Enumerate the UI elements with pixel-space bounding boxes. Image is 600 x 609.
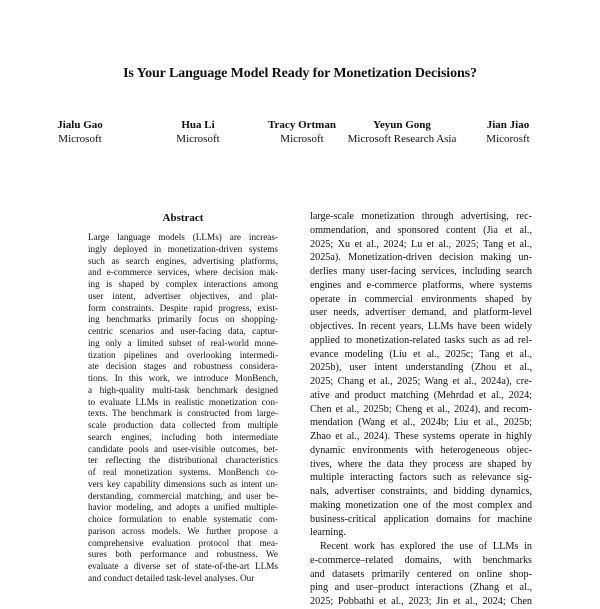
body-line: business-critical application domains for machine — [310, 513, 532, 525]
author-affiliation: Microsoft — [176, 133, 220, 145]
body-line: applied to monetization-related tasks such as ad rel- — [310, 334, 532, 346]
abstract-line: parison across models. We further propose a — [88, 525, 278, 536]
right-column-body — [310, 210, 532, 609]
abstract-line: Large language models (LLMs) are increas- — [88, 232, 278, 242]
body-line: user needs, advertiser demand, and platform-level — [310, 307, 532, 319]
author-affiliation: Microsoft Research Asia — [347, 133, 457, 145]
body-line: derlies many user-facing services, including search — [310, 266, 532, 277]
abstract-line: centric scenarios and user-facing data, captur- — [88, 326, 278, 336]
body-line: and datasets primarily centered on online shop- — [310, 568, 532, 580]
body-line: Zhao et al., 2024). These systems operate in highly — [310, 431, 532, 442]
abstract-line: candidate pools and user-visible outcomes, bet- — [88, 443, 278, 454]
abstract-line: ingly deployed in monetization-driven systems — [88, 243, 278, 254]
abstract-heading: Abstract — [162, 212, 204, 224]
body-line: tives, where the data they process are shaped by — [310, 458, 532, 470]
author-block — [260, 118, 344, 147]
body-line: 2025; Xu et al., 2024; Lu et al., 2025; Tang et al., — [310, 238, 532, 250]
abstract-line: havior modeling, and adopts a unified multiple- — [88, 502, 278, 513]
body-line: multiple interacting factors such as relevance sig- — [310, 472, 532, 484]
abstract-line: ing only a limited subset of real-world mone- — [88, 337, 278, 348]
author-name: Hua Li — [181, 119, 215, 131]
body-line: Recent work has explored the use of LLMs in — [320, 541, 532, 552]
author-affiliation: Microsoft — [58, 133, 102, 145]
abstract-line: ter reflecting the distributional characteristics — [88, 455, 278, 466]
body-line: nals, advertiser constraints, and bidding dynamics, — [310, 486, 532, 497]
abstract-line: scale production data collected from multiple — [88, 420, 278, 430]
abstract-body — [88, 232, 278, 585]
body-line: e-commerce–related domains, with benchmarks — [310, 554, 532, 566]
body-line: mendation (Wang et al., 2024b; Liu et al., 2025b; — [310, 417, 532, 429]
abstract-line: choice formulation to enable systematic com- — [88, 514, 278, 524]
body-line: 2025a). Monetization-driven decision making un- — [310, 252, 532, 264]
author-name: Jian Jiao — [486, 119, 530, 131]
abstract-line: derstanding, commercial matching, and user be- — [88, 490, 278, 501]
body-line: learning. — [310, 527, 346, 539]
abstract-line: and e-commerce services, where decision mak- — [88, 267, 278, 278]
body-line: objectives. In recent years, LLMs have been widely — [310, 321, 532, 332]
author-block — [158, 118, 238, 147]
abstract-line: of real monetization systems. MonBench co- — [88, 467, 278, 477]
body-line: evance modeling (Liu et al., 2025c; Tang et al., — [310, 348, 532, 360]
author-name: Jialu Gao — [57, 119, 103, 131]
abstract-line: evaluate a diverse set of state-of-the-art LLMs — [88, 561, 278, 571]
author-name: Yeyun Gong — [373, 119, 431, 131]
abstract-line: vers key capability dimensions such as intent un- — [88, 478, 278, 489]
abstract-line: ing is shaped by complex interactions among — [88, 279, 278, 289]
abstract-line: tization pipelines and overlooking intermedi- — [88, 349, 278, 360]
body-line: large-scale monetization through advertising, rec- — [310, 211, 532, 222]
body-line: dynamic environments with heterogeneous objec- — [310, 444, 532, 456]
abstract-line: tions. In this work, we introduce MonBench, — [88, 373, 278, 383]
body-line: operate in commercial environments shaped by — [310, 293, 532, 305]
abstract-line: to evaluate LLMs in realistic monetization con- — [88, 396, 278, 407]
body-line: 2025b), user intent understanding (Zhou et al., — [310, 362, 532, 374]
body-line: ping and user–product interactions (Zhang et al., — [310, 582, 532, 594]
abstract-line: a high-quality multi-task benchmark designed — [88, 384, 278, 395]
abstract-line: comprehensive evaluation protocol that mea- — [88, 537, 278, 548]
abstract-line: form constraints. Despite rapid progress, exist- — [88, 302, 278, 313]
abstract-line: and conduct detailed task-level analyses. Our — [88, 572, 255, 583]
abstract-line: user intent, advertiser objectives, and plat- — [88, 290, 278, 301]
author-affiliation: Micorosft — [486, 133, 530, 145]
abstract-line: such as search engines, advertising platforms, — [88, 255, 278, 266]
author-block — [40, 118, 120, 147]
abstract-line: ing benchmarks primarily focus on shopping- — [88, 314, 278, 325]
body-line: making monetization one of the most complex and — [310, 499, 532, 511]
body-line: ative and product matching (Mehrdad et al., 2024; — [310, 389, 532, 401]
author-block — [466, 118, 550, 147]
author-name: Tracy Ortman — [268, 119, 336, 131]
body-line: 2025; Chang et al., 2025; Wang et al., 2024a), cre- — [310, 376, 532, 387]
body-line: engines and e-commerce platforms, where systems — [310, 279, 532, 291]
abstract-line: search engines, including both intermediate — [88, 431, 278, 442]
author-affiliation: Microsoft — [280, 133, 324, 145]
paper-title: Is Your Language Model Ready for Monetization Decisions? — [123, 66, 477, 81]
body-line: Chen et al., 2025b; Cheng et al., 2024), and recom- — [310, 403, 532, 415]
body-line: 2025; Pobbathi et al., 2023; Jin et al., 2024; Chen — [310, 596, 532, 607]
abstract-line: ate decision stages and robustness considera- — [88, 361, 278, 372]
abstract-line: texts. The benchmark is constructed from large- — [88, 408, 278, 419]
abstract-line: sures both performance and robustness. We — [88, 549, 278, 560]
author-list — [40, 118, 560, 152]
body-line: ommendation, and sponsored content (Jia et al., — [310, 224, 532, 236]
author-block — [336, 118, 468, 147]
